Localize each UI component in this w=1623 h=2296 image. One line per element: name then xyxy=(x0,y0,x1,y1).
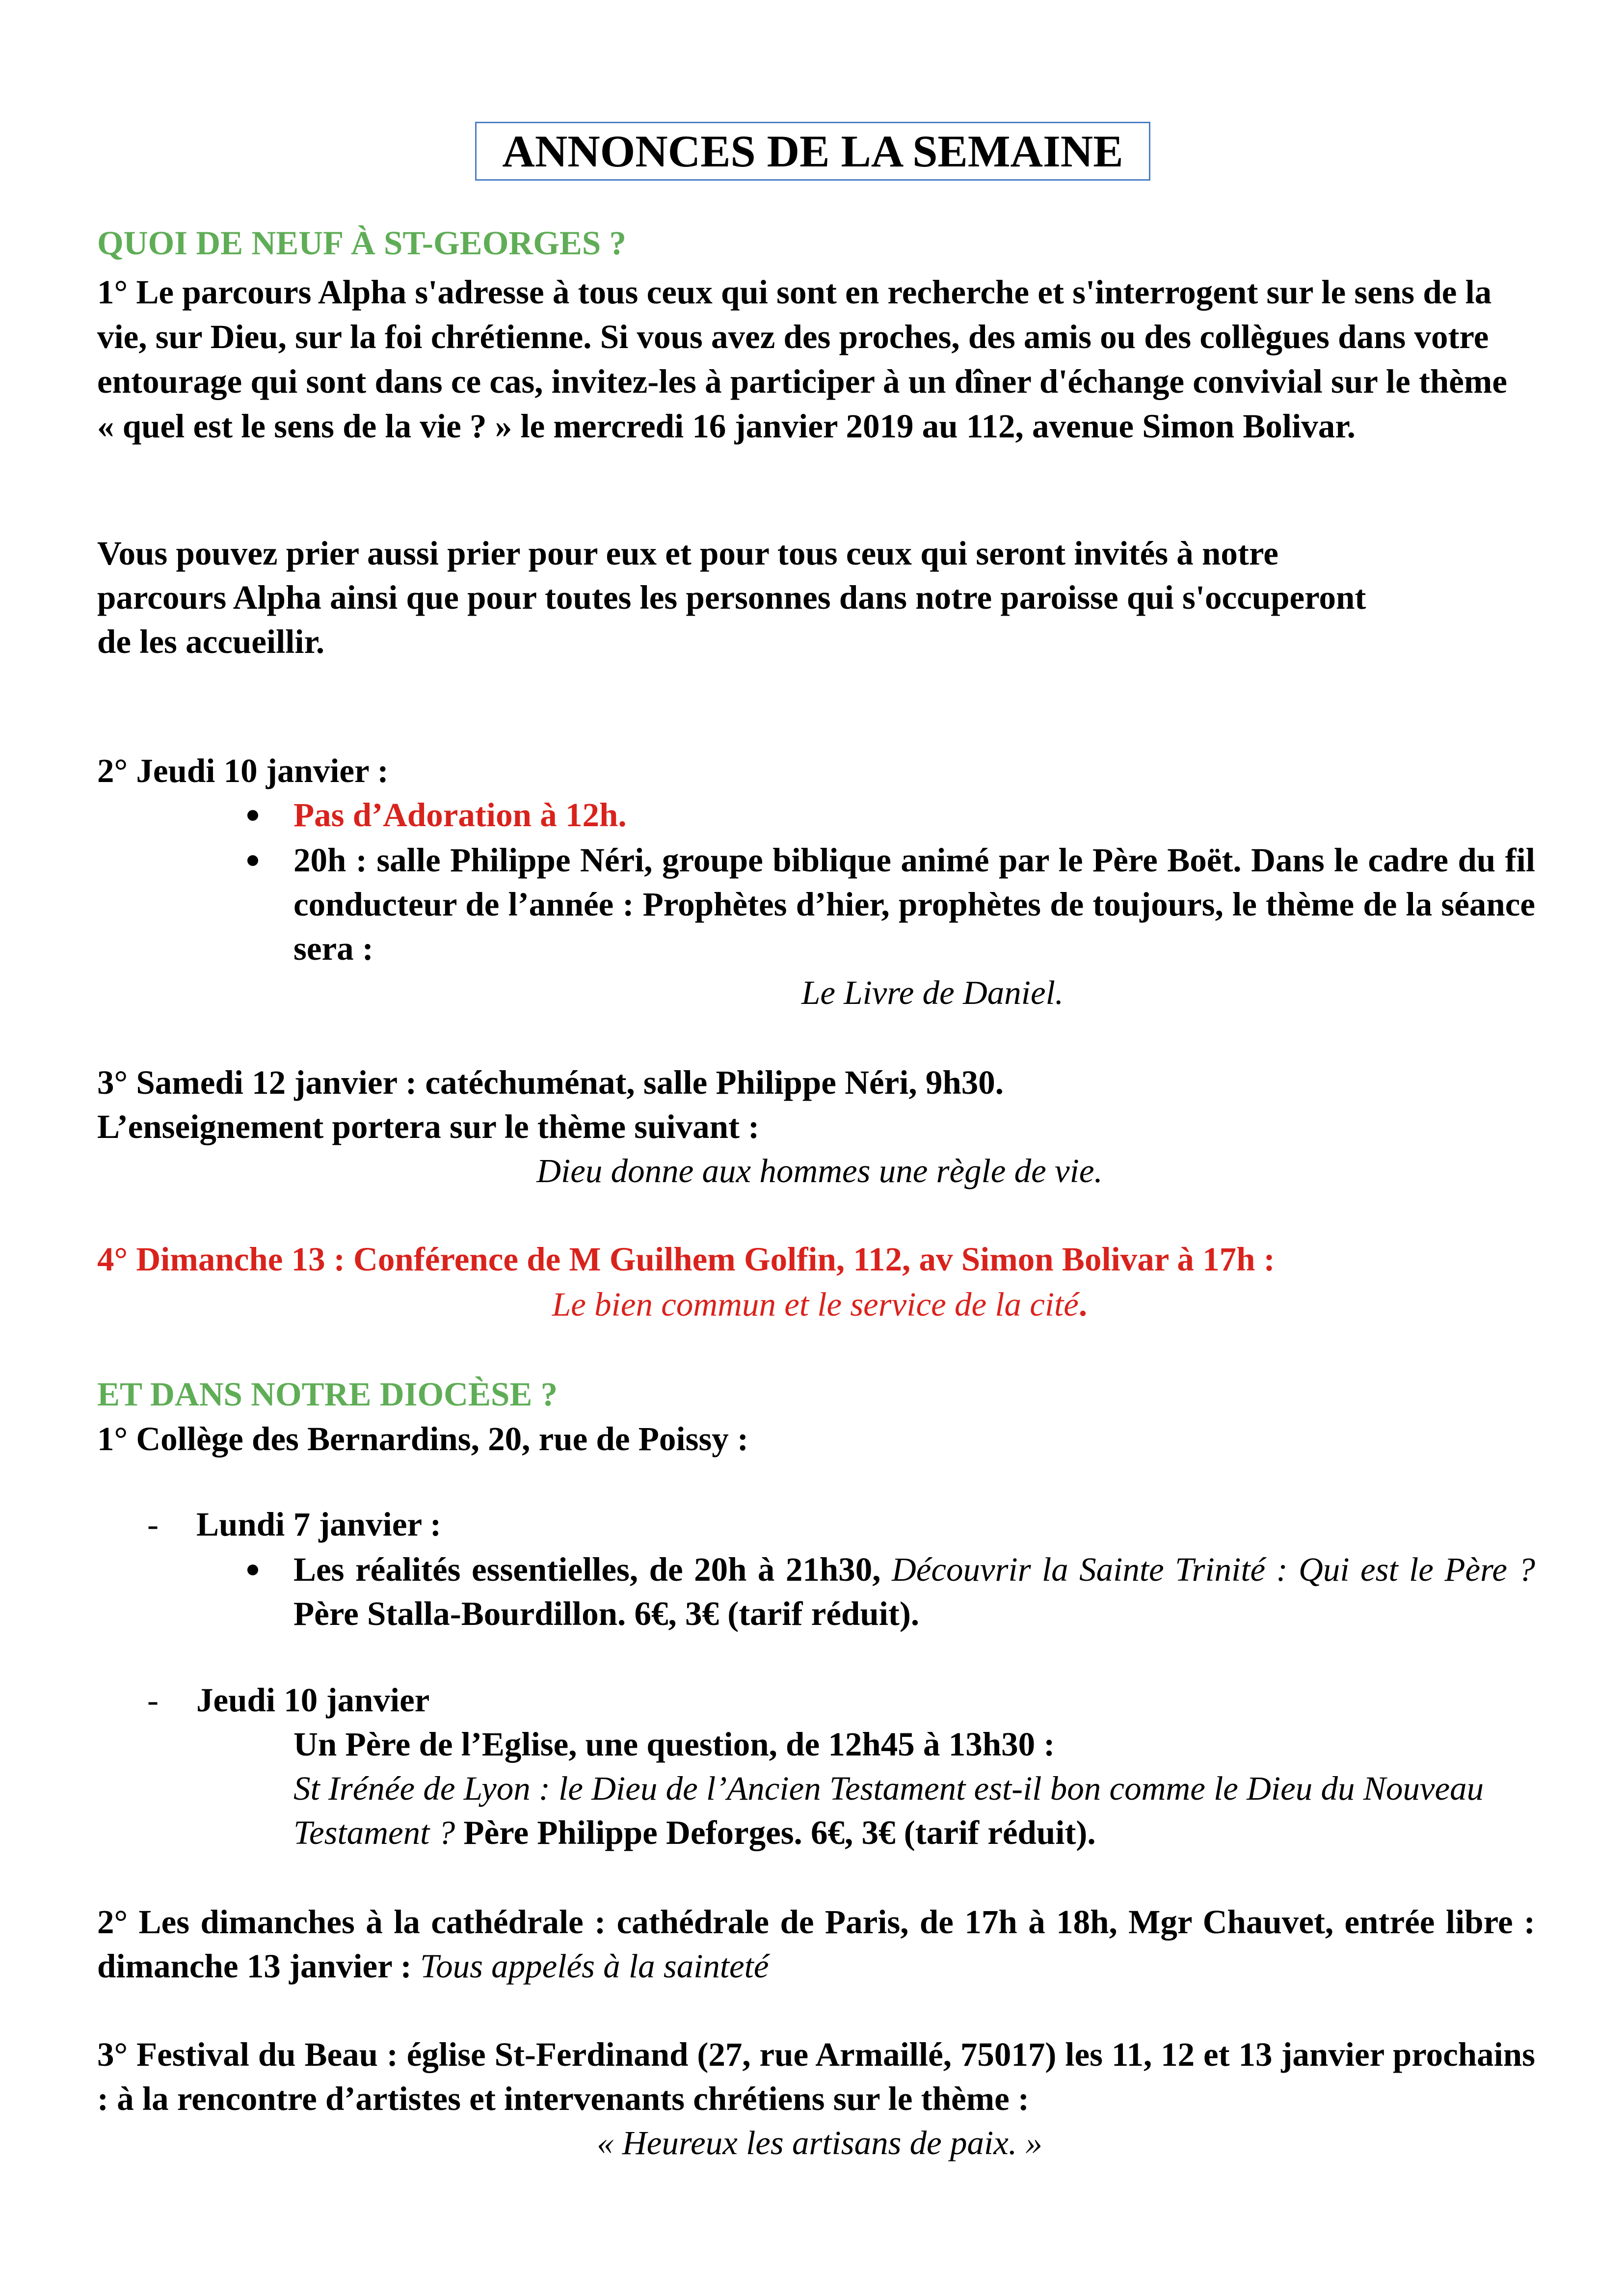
thursday-heading: 2° Jeudi 10 janvier : xyxy=(97,752,389,789)
monday-date: Lundi 7 janvier : xyxy=(196,1506,442,1543)
dash-marker: - xyxy=(147,1506,159,1543)
peace-theme: « Heureux les artisans de paix. » xyxy=(597,2124,1042,2161)
irenaeus-item: St Irénée de Lyon : le Dieu de l’Ancien Testament est-il bon comme le Dieu du Nouveau Testament ? Père Philippe Deforges. 6€, 3€ (tarif réduit). xyxy=(293,1770,1484,1851)
thursday-date: Jeudi 10 janvier xyxy=(196,1681,430,1719)
church-father-line: Un Père de l’Eglise, une question, de 12h45 à 13h30 : xyxy=(293,1726,1055,1763)
bible-group-item: 20h : salle Philippe Néri, groupe biblique animé par le Père Boët. Dans le cadre du fil conducteur de l’année : Prophètes d’hier, prophètes de toujours, le thème de la séance sera : xyxy=(293,841,1535,967)
essential-realities-item: Les réalités essentielles, de 20h à 21h30, Découvrir la Sainte Trinité : Qui est le Père ? Père Stalla-Bourdillon. 6€, 3€ (tarif réduit). xyxy=(293,1551,1536,1632)
page-title: ANNONCES DE LA SEMAINE xyxy=(475,122,1150,181)
bernardins-heading: 1° Collège des Bernardins, 20, rue de Poissy : xyxy=(97,1420,749,1458)
saturday-teaching: L’enseignement portera sur le thème suivant : xyxy=(97,1108,760,1145)
bullet-icon xyxy=(247,810,258,821)
saturday-line: 3° Samedi 12 janvier : catéchuménat, salle Philippe Néri, 9h30. xyxy=(97,1064,1004,1101)
bullet-icon xyxy=(247,855,258,866)
sunday-conference: 4° Dimanche 13 : Conférence de M Guilhem Golfin, 112, av Simon Bolivar à 17h : xyxy=(97,1241,1275,1278)
section-heading-diocese: ET DANS NOTRE DIOCÈSE ? xyxy=(97,1376,558,1413)
bullet-icon xyxy=(247,1565,258,1575)
daniel-theme: Le Livre de Daniel. xyxy=(801,974,1064,1011)
dash-marker: - xyxy=(147,1681,159,1719)
festival-du-beau: 3° Festival du Beau : église St-Ferdinand (27, rue Armaillé, 75017) les 11, 12 et 13 janvier prochains : à la rencontre d’artistes et intervenants chrétiens sur le thème : xyxy=(97,2036,1535,2117)
section-heading-st-georges: QUOI DE NEUF À ST-GEORGES ? xyxy=(97,224,627,262)
cathedral-sundays: 2° Les dimanches à la cathédrale : cathédrale de Paris, de 17h à 18h, Mgr Chauvet, entrée libre : dimanche 13 janvier : Tous appelés à la sainteté xyxy=(97,1903,1535,1985)
alpha-announcement: 1° Le parcours Alpha s'adresse à tous ceux qui sont en recherche et s'interrogent sur le sens de la vie, sur Dieu, sur la foi chrétienne. Si vous avez des proches, des amis ou des collègues dans votre entourage qui sont dans ce cas, invitez-les à participer à un dîner d'échange convivial sur le thème « quel est le sens de la vie ? » le mercredi 16 janvier 2019 au 112, avenue Simon Bolivar. xyxy=(97,273,1508,445)
alpha-prayer: Vous pouvez prier aussi prier pour eux et pour tous ceux qui seront invités à notre parcours Alpha ainsi que pour toutes les personnes dans notre paroisse qui s'occuperont de les accueillir. xyxy=(97,535,1366,660)
no-adoration-item: Pas d’Adoration à 12h. xyxy=(293,796,627,834)
rule-of-life-theme: Dieu donne aux hommes une règle de vie. xyxy=(536,1152,1103,1189)
conference-theme: Le bien commun et le service de la cité. xyxy=(552,1286,1088,1323)
